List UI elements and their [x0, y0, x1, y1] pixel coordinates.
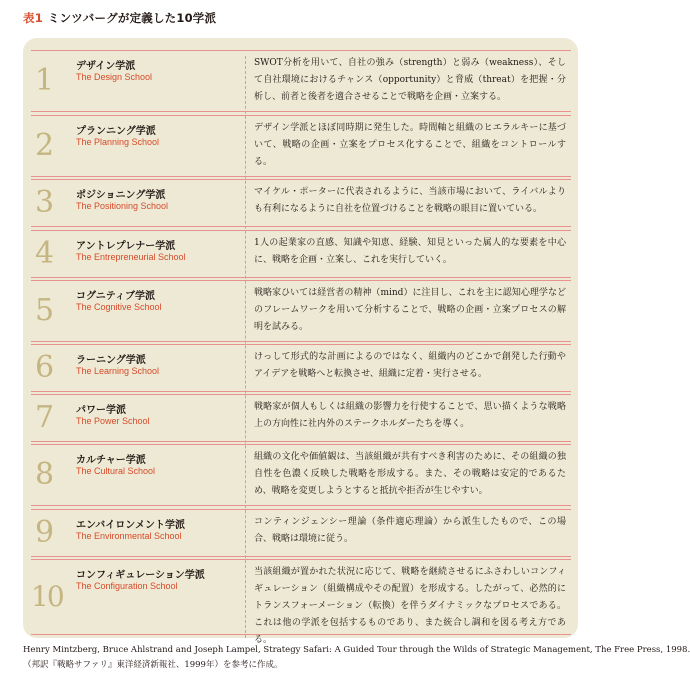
school-name: カルチャー学派 — [76, 455, 146, 466]
school-name: ラーニング学派 — [76, 355, 146, 366]
school-english-name: The Positioning School — [76, 201, 169, 211]
school-name: コンフィギュレーション学派 — [76, 570, 205, 581]
table-title-text: ミンツバーグが定義した10学派 — [47, 11, 217, 25]
school-english-name: The Environmental School — [76, 531, 182, 541]
school-number: 3 — [35, 185, 55, 220]
school-row-3 — [31, 179, 571, 227]
school-row-9 — [31, 509, 571, 557]
school-description: けっして形式的な計画によるのではなく、組織内のどこかで創発した行動やアイデアを戦略へと転換させ、組織に定着・実行させる。 — [254, 352, 566, 379]
school-english-name: The Design School — [76, 72, 153, 82]
school-english-name: The Configuration School — [76, 581, 178, 591]
school-name: ポジショニング学派 — [76, 190, 166, 201]
school-number: 1 — [35, 63, 55, 98]
school-name: コグニティブ学派 — [76, 291, 155, 302]
school-english-name: The Cognitive School — [76, 302, 162, 312]
school-name: アントレプレナー学派 — [76, 241, 176, 252]
school-english-name: The Entrepreneurial School — [76, 252, 186, 262]
table-number: 表1 — [23, 11, 43, 25]
table-title — [23, 10, 216, 26]
school-row-1 — [31, 50, 571, 112]
school-description: マイケル・ポーターに代表されるように、当該市場において、ライバルよりも有利になるように自社を位置づけることを戦略の眼目に置いている。 — [254, 187, 566, 214]
school-row-6 — [31, 344, 571, 392]
school-description: 組織の文化や価値観は、当該組織が共有すべき利害のために、その組織の独自性を色濃く反映した戦略を形成する。また、その戦略は安定的であるため、戦略を変更しようとすると抵抗や拒否が生じやすい。 — [254, 452, 566, 496]
school-description: デザイン学派とほぼ同時期に発生した。時間軸と組織のヒエラルキーに基づいて、戦略の企画・立案をプロセス化することで、組織をコントロールする。 — [254, 123, 566, 167]
school-row-7 — [31, 394, 571, 442]
school-number: 5 — [35, 293, 55, 328]
school-description: コンティンジェンシー理論（条件適応理論）から派生したもので、この場合、戦略は環境に従う。 — [254, 517, 566, 544]
school-row-8 — [31, 444, 571, 506]
school-number: 10 — [31, 580, 63, 613]
school-number: 4 — [35, 236, 55, 271]
school-name: デザイン学派 — [76, 61, 136, 72]
school-description: SWOT分析を用いて、自社の強み（strength）と弱み（weakness）、そして自社環境におけるチャンス（opportunity）と脅威（threat）を把握・分析し、前者と後者を適合させることで戦略を企画・立案する。 — [254, 58, 566, 102]
school-english-name: The Cultural School — [76, 466, 156, 476]
school-number: 6 — [35, 350, 55, 385]
school-name: パワー学派 — [76, 405, 126, 416]
school-english-name: The Planning School — [76, 137, 160, 147]
school-row-5 — [31, 280, 571, 342]
school-number: 8 — [35, 457, 55, 492]
school-name: エンバイロンメント学派 — [76, 520, 185, 531]
school-description: 戦略家ひいては経営者の精神（mind）に注目し、これを主に認知心理学などのフレームワークを用いて分析することで、戦略の企画・立案プロセスの解明を試みる。 — [254, 288, 566, 332]
school-description: 1人の起業家の直感、知識や知恵、経験、知見といった属人的な要素を中心に、戦略を企画・立案し、これを実行していく。 — [254, 238, 566, 265]
source-line-1: Henry Mintzberg, Bruce Ahlstrand and Joseph Lampel, Strategy Safari: A Guided Tour through the Wilds of Strategic Management, The Free Press, 1998. — [23, 645, 690, 655]
source-citation — [23, 643, 690, 673]
school-description: 戦略家が個人もしくは組織の影響力を行使することで、思い描くような戦略上の方向性に社内外のステークホルダーたちを導く。 — [254, 402, 566, 429]
school-english-name: The Power School — [76, 416, 150, 426]
school-row-4 — [31, 230, 571, 278]
school-number: 9 — [35, 515, 55, 550]
school-description: 当該組織が置かれた状況に応じて、戦略を継続させるにふさわしいコンフィギュレーション（組織構成やその配置）を形成する。したがって、必然的にトランスフォーメーション（転換）を伴うダイナミックなプロセスである。これは他の学派を包括するものであり、また統合し調和を図る考え方である。 — [254, 567, 566, 645]
source-line-2: （邦訳『戦略サファリ』東洋経済新報社、1999年）を参考に作成。 — [23, 660, 283, 670]
school-number: 7 — [35, 400, 55, 435]
school-english-name: The Learning School — [76, 366, 160, 376]
school-row-10 — [31, 559, 571, 645]
school-number: 2 — [35, 128, 55, 163]
school-row-2 — [31, 115, 571, 177]
school-name: プランニング学派 — [76, 126, 156, 137]
